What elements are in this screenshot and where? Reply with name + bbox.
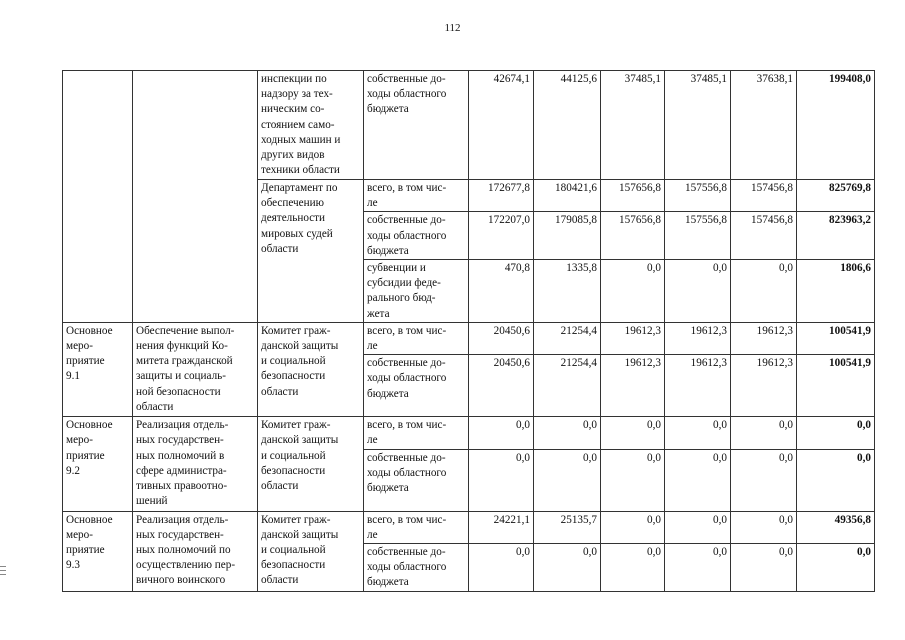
value-cell: 20450,6 xyxy=(469,355,534,417)
value-cell: 37638,1 xyxy=(731,71,797,180)
funding-source-cell: всего, в том чис- ле xyxy=(364,180,469,212)
value-cell: 25135,7 xyxy=(534,511,601,543)
value-cell: 0,0 xyxy=(534,417,601,449)
stage-cell: Основное меро- приятие 9.2 xyxy=(63,417,133,511)
funding-source-cell: собственные до- ходы областного бюджета xyxy=(364,212,469,260)
value-cell: 19612,3 xyxy=(731,322,797,354)
value-cell: 19612,3 xyxy=(601,322,665,354)
funding-source-cell: собственные до- ходы областного бюджета xyxy=(364,544,469,592)
value-cell: 20450,6 xyxy=(469,322,534,354)
funding-source-cell: всего, в том чис- ле xyxy=(364,322,469,354)
value-cell: 0,0 xyxy=(731,544,797,592)
total-cell: 100541,9 xyxy=(797,322,875,354)
value-cell: 0,0 xyxy=(731,511,797,543)
value-cell: 0,0 xyxy=(665,449,731,511)
executor-cell: Комитет граж- данской защиты и социальной безопасности области xyxy=(258,417,364,511)
value-cell: 21254,4 xyxy=(534,322,601,354)
stage-cell xyxy=(63,71,133,323)
value-cell: 19612,3 xyxy=(665,322,731,354)
value-cell: 37485,1 xyxy=(601,71,665,180)
value-cell: 0,0 xyxy=(601,511,665,543)
value-cell: 157656,8 xyxy=(601,212,665,260)
value-cell: 0,0 xyxy=(601,260,665,323)
budget-table xyxy=(62,70,875,592)
value-cell: 0,0 xyxy=(534,449,601,511)
value-cell: 0,0 xyxy=(601,449,665,511)
executor-cell: Департамент по обеспечению деятельности мировых судей области xyxy=(258,180,364,323)
value-cell: 0,0 xyxy=(469,417,534,449)
value-cell: 44125,6 xyxy=(534,71,601,180)
funding-source-cell: собственные до- ходы областного бюджета xyxy=(364,71,469,180)
value-cell: 19612,3 xyxy=(731,355,797,417)
value-cell: 157456,8 xyxy=(731,180,797,212)
value-cell: 19612,3 xyxy=(601,355,665,417)
value-cell: 0,0 xyxy=(469,449,534,511)
total-cell: 0,0 xyxy=(797,449,875,511)
value-cell: 0,0 xyxy=(601,544,665,592)
value-cell: 0,0 xyxy=(731,417,797,449)
value-cell: 0,0 xyxy=(534,544,601,592)
value-cell: 1335,8 xyxy=(534,260,601,323)
value-cell: 157456,8 xyxy=(731,212,797,260)
stage-cell: Основное меро- приятие 9.1 xyxy=(63,322,133,416)
value-cell: 0,0 xyxy=(665,417,731,449)
measure-name-cell xyxy=(133,71,258,323)
table-row xyxy=(63,71,875,180)
measure-name-cell: Реализация отдель- ных государствен- ных полномочий по осуществлению пер- вичного воинского xyxy=(133,511,258,591)
stage-cell: Основное меро- приятие 9.3 xyxy=(63,511,133,591)
scan-margin-marks xyxy=(0,566,6,578)
value-cell: 0,0 xyxy=(665,544,731,592)
executor-cell: инспекции по надзору за тех- ническим со- стоянием само- ходных машин и других видов техники области xyxy=(258,71,364,180)
value-cell: 470,8 xyxy=(469,260,534,323)
value-cell: 24221,1 xyxy=(469,511,534,543)
funding-source-cell: собственные до- ходы областного бюджета xyxy=(364,449,469,511)
value-cell: 179085,8 xyxy=(534,212,601,260)
funding-source-cell: субвенции и субсидии феде- рального бюд- жета xyxy=(364,260,469,323)
total-cell: 199408,0 xyxy=(797,71,875,180)
executor-cell: Комитет граж- данской защиты и социальной безопасности области xyxy=(258,511,364,591)
value-cell: 42674,1 xyxy=(469,71,534,180)
funding-source-cell: всего, в том чис- ле xyxy=(364,511,469,543)
measure-name-cell: Обеспечение выпол- нения функций Ко- митета гражданской защиты и социаль- ной безопасности области xyxy=(133,322,258,416)
value-cell: 19612,3 xyxy=(665,355,731,417)
value-cell: 157656,8 xyxy=(601,180,665,212)
value-cell: 157556,8 xyxy=(665,212,731,260)
total-cell: 823963,2 xyxy=(797,212,875,260)
measure-name-cell: Реализация отдель- ных государствен- ных полномочий в сфере администра- тивных правоотно- шений xyxy=(133,417,258,511)
table-row xyxy=(63,511,875,543)
funding-source-cell: собственные до- ходы областного бюджета xyxy=(364,355,469,417)
value-cell: 0,0 xyxy=(469,544,534,592)
total-cell: 0,0 xyxy=(797,417,875,449)
value-cell: 172677,8 xyxy=(469,180,534,212)
table-row xyxy=(63,417,875,449)
value-cell: 180421,6 xyxy=(534,180,601,212)
value-cell: 0,0 xyxy=(665,511,731,543)
total-cell: 49356,8 xyxy=(797,511,875,543)
value-cell: 172207,0 xyxy=(469,212,534,260)
total-cell: 100541,9 xyxy=(797,355,875,417)
funding-source-cell: всего, в том чис- ле xyxy=(364,417,469,449)
value-cell: 0,0 xyxy=(731,260,797,323)
total-cell: 0,0 xyxy=(797,544,875,592)
total-cell: 825769,8 xyxy=(797,180,875,212)
value-cell: 37485,1 xyxy=(665,71,731,180)
page-number: 112 xyxy=(444,22,461,34)
value-cell: 0,0 xyxy=(601,417,665,449)
table-row xyxy=(63,322,875,354)
value-cell: 0,0 xyxy=(665,260,731,323)
value-cell: 21254,4 xyxy=(534,355,601,417)
total-cell: 1806,6 xyxy=(797,260,875,323)
value-cell: 0,0 xyxy=(731,449,797,511)
value-cell: 157556,8 xyxy=(665,180,731,212)
executor-cell: Комитет граж- данской защиты и социальной безопасности области xyxy=(258,322,364,416)
